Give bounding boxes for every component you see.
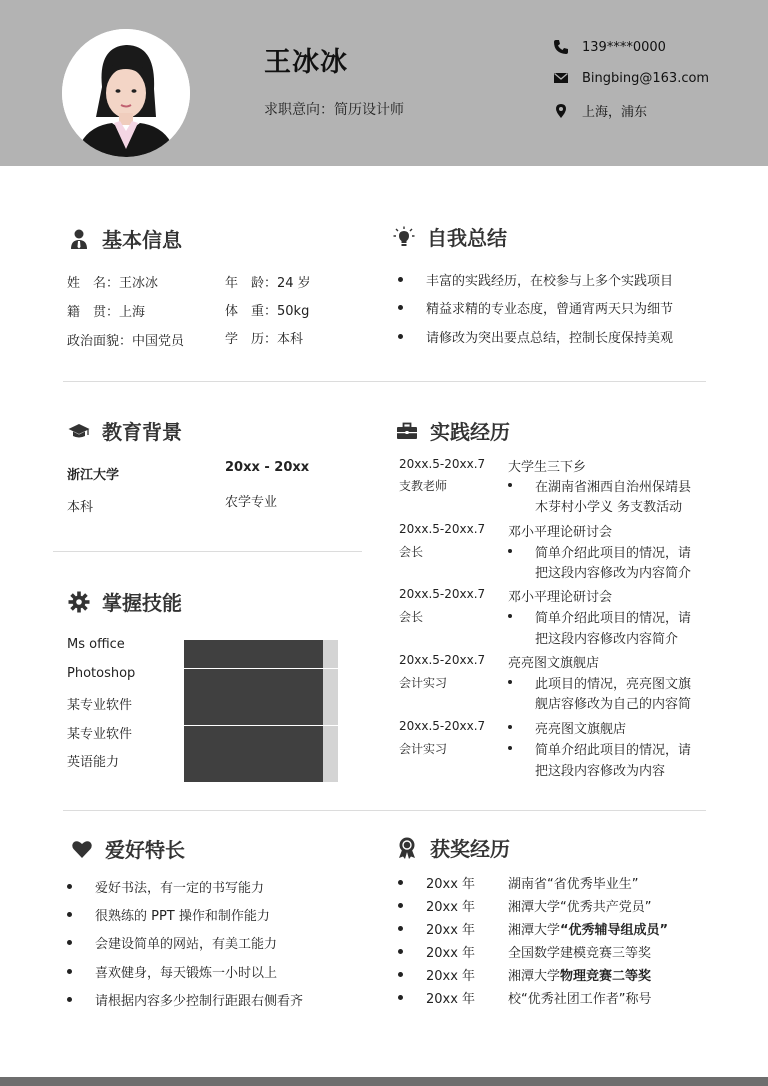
award-text xyxy=(508,965,651,984)
section-divider xyxy=(53,551,362,552)
hobbies-heading xyxy=(71,834,185,863)
email-text: Bingbing@163.com xyxy=(582,70,710,86)
summary-title: 自我总结 xyxy=(427,226,507,250)
practice-desc-cont: 把这段内容修改为内容简介 xyxy=(535,566,692,581)
skill-bar xyxy=(184,726,338,754)
medal-icon xyxy=(396,837,418,859)
job-intent: 求职意向：简历设计师 xyxy=(264,102,404,118)
awards-heading xyxy=(396,833,510,862)
gear-icon xyxy=(68,591,90,613)
award-name: 湖南省“省优秀毕业生” xyxy=(508,877,639,892)
info-name: 姓 名：王冰冰 xyxy=(67,276,159,291)
practice-role: 支教老师 xyxy=(399,479,448,493)
school-name: 浙江大学 xyxy=(67,468,120,483)
hobby-item: 很熟练的 PPT 操作和制作能力 xyxy=(95,905,270,924)
award-name-bold: 物理竞赛二等奖 xyxy=(560,969,652,984)
practice-desc-cont: 木芽村小学义 务支教活动 xyxy=(535,500,683,515)
applicant-name: 王冰冰 xyxy=(264,47,348,78)
practice-desc-cont: 舰店容修改为自己的内容简 xyxy=(535,697,692,712)
practice-role: 会计实习 xyxy=(399,742,448,756)
skills-heading xyxy=(68,587,182,616)
award-name-bold: “优秀辅导组成员” xyxy=(560,923,669,938)
portrait-image xyxy=(62,29,190,157)
summary-item: 精益求精的专业态度，曾通宵两天只为细节 xyxy=(426,298,673,317)
skills-title: 掌握技能 xyxy=(102,591,182,615)
hobbies-title: 爱好特长 xyxy=(105,838,185,862)
degree: 本科 xyxy=(67,500,94,515)
practice-desc: 简单介绍此项目的情况，请 xyxy=(535,739,691,758)
practice-project: 大学生三下乡 xyxy=(508,460,587,475)
section-divider xyxy=(63,381,706,382)
practice-date: 20xx.5-20xx.7 xyxy=(399,457,486,471)
graduation-cap-icon xyxy=(68,420,90,442)
award-year: 20xx 年 xyxy=(426,965,475,984)
award-text xyxy=(508,873,638,892)
heart-icon xyxy=(71,838,93,860)
award-name: 校“优秀社团工作者”称号 xyxy=(508,992,652,1007)
education-period: 20xx - 20xx xyxy=(225,460,310,475)
location-text: 上海，浦东 xyxy=(582,105,648,120)
skill-bar-fill xyxy=(184,726,323,754)
practice-project: 亮亮图文旗舰店 xyxy=(535,718,626,737)
award-name: 全国数学建模竞赛三等奖 xyxy=(508,946,652,961)
contact-email xyxy=(553,70,709,86)
info-age: 年 龄：24 岁 xyxy=(225,276,311,291)
practice-desc: 简单介绍此项目的情况，请 xyxy=(535,607,691,626)
practice-heading xyxy=(396,416,510,445)
info-origin: 籍 贯：上海 xyxy=(67,305,146,320)
basic-info-heading xyxy=(68,224,182,253)
skill-name: Ms office xyxy=(67,637,125,652)
contact-phone xyxy=(553,39,666,55)
hobby-item: 会建设简单的网站，有美工能力 xyxy=(95,933,277,952)
practice-role: 会长 xyxy=(399,545,424,559)
practice-desc-cont: 把这段内容修改内容简介 xyxy=(535,632,679,647)
lightbulb-icon xyxy=(393,226,415,248)
hobby-item: 请根据内容多少控制行距跟右侧看齐 xyxy=(95,990,303,1009)
education-heading xyxy=(68,416,182,445)
award-name: 湘潭大学 xyxy=(508,923,561,938)
award-text xyxy=(508,896,651,915)
skill-bar-fill xyxy=(184,640,323,668)
skill-bar-fill xyxy=(184,669,323,697)
award-text xyxy=(508,942,651,961)
practice-desc: 在湖南省湘西自治州保靖县 xyxy=(535,476,691,495)
major: 农学专业 xyxy=(225,495,278,510)
practice-date: 20xx.5-20xx.7 xyxy=(399,719,486,733)
footer-bar xyxy=(0,1077,768,1086)
hobby-item: 喜欢健身，每天锻炼一小时以上 xyxy=(95,962,277,981)
skill-bar-fill xyxy=(184,697,323,725)
award-name: 湘潭大学 xyxy=(508,969,561,984)
mail-icon xyxy=(553,70,569,86)
profile-photo xyxy=(62,29,190,157)
award-year: 20xx 年 xyxy=(426,988,475,1007)
contact-location xyxy=(553,101,647,120)
skill-bar xyxy=(184,669,338,697)
basic-info-title: 基本信息 xyxy=(102,228,182,252)
practice-desc: 此项目的情况，亮亮图文旗 xyxy=(535,673,691,692)
hobby-item: 爱好书法，有一定的书写能力 xyxy=(95,877,264,896)
practice-desc-cont: 把这段内容修改为内容 xyxy=(535,764,666,779)
practice-project: 邓小平理论研讨会 xyxy=(508,590,613,605)
skill-bar-fill xyxy=(184,754,323,782)
practice-date: 20xx.5-20xx.7 xyxy=(399,653,486,667)
section-divider xyxy=(63,810,706,811)
award-text xyxy=(508,919,668,938)
practice-date: 20xx.5-20xx.7 xyxy=(399,522,486,536)
award-text xyxy=(508,988,651,1007)
skill-name: Photoshop xyxy=(67,666,136,681)
phone-icon xyxy=(553,39,569,55)
award-year: 20xx 年 xyxy=(426,896,475,915)
location-pin-icon xyxy=(553,103,569,119)
user-icon xyxy=(68,228,90,250)
phone-text: 139****0000 xyxy=(582,39,666,55)
skill-name: 某专业软件 xyxy=(67,698,133,713)
award-name: 湘潭大学“优秀共产党员” xyxy=(508,900,652,915)
briefcase-icon xyxy=(396,420,418,442)
awards-title: 获奖经历 xyxy=(430,837,510,861)
award-year: 20xx 年 xyxy=(426,942,475,961)
practice-role: 会长 xyxy=(399,610,424,624)
info-politics: 政治面貌：中国党员 xyxy=(67,334,185,349)
practice-project: 邓小平理论研讨会 xyxy=(508,525,613,540)
practice-title: 实践经历 xyxy=(430,420,510,444)
skill-name: 某专业软件 xyxy=(67,727,133,742)
education-title: 教育背景 xyxy=(102,420,182,444)
practice-desc: 简单介绍此项目的情况，请 xyxy=(535,542,691,561)
skill-bar xyxy=(184,697,338,725)
info-education: 学 历：本科 xyxy=(225,332,304,347)
skill-bar xyxy=(184,640,338,668)
summary-item: 请修改为突出要点总结，控制长度保持美观 xyxy=(426,327,673,346)
practice-project: 亮亮图文旗舰店 xyxy=(508,656,600,671)
award-year: 20xx 年 xyxy=(426,919,475,938)
info-weight: 体 重：50kg xyxy=(225,304,310,319)
header-banner xyxy=(0,0,768,166)
skill-name: 英语能力 xyxy=(67,755,120,770)
summary-item: 丰富的实践经历，在校参与上多个实践项目 xyxy=(426,270,673,289)
practice-role: 会计实习 xyxy=(399,676,448,690)
award-year: 20xx 年 xyxy=(426,873,475,892)
practice-date: 20xx.5-20xx.7 xyxy=(399,587,486,601)
summary-heading xyxy=(393,222,507,251)
skill-bar xyxy=(184,754,338,782)
